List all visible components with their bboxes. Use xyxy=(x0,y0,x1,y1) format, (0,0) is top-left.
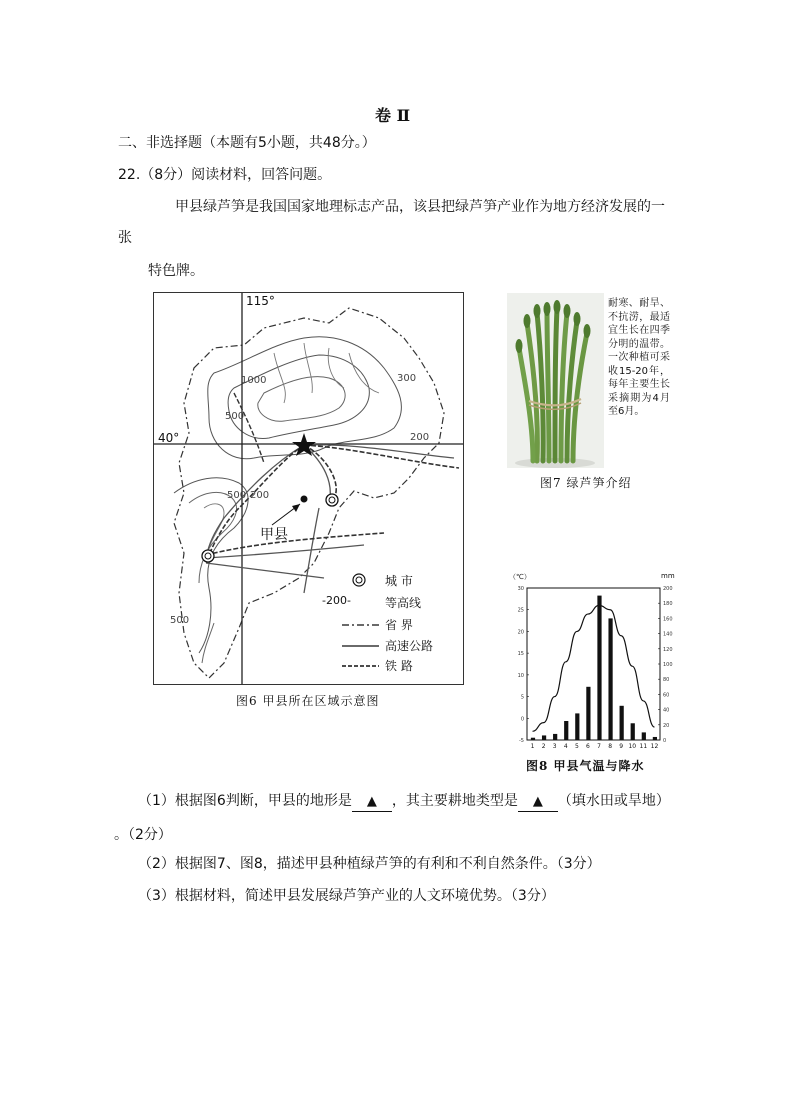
legend-expressway-label: 高速公路 xyxy=(385,639,434,653)
left-tick-label: 0 xyxy=(520,716,524,723)
month-label: 11 xyxy=(639,743,648,750)
q1-blank-1[interactable]: ▲ xyxy=(352,793,392,812)
city-icon xyxy=(326,494,338,506)
chart-plot xyxy=(505,572,675,752)
legend-contour-symbol: -200- xyxy=(322,594,351,607)
precip-bar xyxy=(597,596,601,740)
precip-bar xyxy=(586,687,590,740)
legend-contour-label: 等高线 xyxy=(385,596,422,610)
month-label: 10 xyxy=(628,743,637,750)
q1-blank-2[interactable]: ▲ xyxy=(518,793,558,812)
longitude-label: 115° xyxy=(246,294,275,308)
precip-bar xyxy=(542,735,546,740)
question-2: （2）根据图7、图8，描述甲县种植绿芦笋的有利和不利自然条件。（3分） xyxy=(138,856,601,872)
precip-bar xyxy=(575,713,579,740)
map-drawing xyxy=(154,293,464,685)
left-tick-label: 5 xyxy=(520,694,524,701)
right-tick-label: 40 xyxy=(663,707,670,714)
month-label: 2 xyxy=(541,743,546,750)
q1-pre: （1）根据图6判断，甲县的地形是 xyxy=(138,793,352,809)
contour-label: 500 xyxy=(170,615,190,626)
legend-city-icon xyxy=(353,574,365,586)
precip-bar xyxy=(620,706,624,740)
contour-line xyxy=(274,343,379,403)
asparagus-intro: 耐寒、耐旱、不抗涝，最适宜生长在四季分明的温带。一次种植可采收15-20年，每年主要生长采摘期为4月至6月。 xyxy=(608,298,670,417)
chart-right-unit: mm xyxy=(661,572,675,580)
contour-line xyxy=(258,377,345,422)
question-3: （3）根据材料，简述甲县发展绿芦笋产业的人文环境优势。（3分） xyxy=(138,888,555,904)
right-tick-label: 60 xyxy=(663,692,670,699)
right-tick-label: 140 xyxy=(663,631,673,638)
figure8-caption: 图8 甲县气温与降水 xyxy=(526,759,645,773)
left-tick-label: 10 xyxy=(517,672,524,679)
right-tick-label: 100 xyxy=(663,662,673,668)
left-tick-label: 20 xyxy=(517,629,524,636)
county-label: 甲县 xyxy=(260,527,288,543)
figure7-caption: 图7 绿芦笋介绍 xyxy=(540,476,632,490)
right-tick-label: 160 xyxy=(663,616,673,623)
precip-bar xyxy=(642,732,646,740)
month-label: 9 xyxy=(619,743,624,750)
month-label: 6 xyxy=(586,743,590,750)
month-label: 3 xyxy=(552,743,557,750)
month-label: 12 xyxy=(650,743,659,750)
month-label: 4 xyxy=(563,743,568,750)
figure6-caption: 图6 甲县所在区域示意图 xyxy=(236,694,380,708)
precip-bar xyxy=(631,723,635,740)
contour-label: 500 xyxy=(227,490,247,501)
city-icon xyxy=(202,550,214,562)
material-line-1: 甲县绿芦笋是我国国家地理标志产品，该县把绿芦笋产业作为地方经济发展的一 xyxy=(175,199,665,215)
contour-label: 200 xyxy=(250,490,270,501)
precip-bar xyxy=(531,738,535,740)
climate-chart xyxy=(505,572,675,752)
right-tick-label: 180 xyxy=(663,601,673,608)
right-tick-label: 200 xyxy=(663,586,673,592)
chart-left-unit: （℃） xyxy=(509,573,531,581)
latitude-label: 40° xyxy=(158,431,180,445)
section-title: 二、非选择题（本题有5小题，共48分。） xyxy=(118,135,376,151)
expressway xyxy=(206,445,454,593)
legend-boundary-label: 省 界 xyxy=(385,618,413,632)
q1-post: （填水田或旱地） xyxy=(557,793,670,809)
right-tick-label: 120 xyxy=(663,646,673,653)
left-tick-label: -5 xyxy=(519,738,524,744)
right-tick-label: 80 xyxy=(663,677,670,684)
month-label: 1 xyxy=(530,743,535,750)
asparagus-figure xyxy=(507,293,672,468)
month-label: 7 xyxy=(597,743,601,750)
county-point-icon xyxy=(301,496,308,503)
left-tick-label: 15 xyxy=(517,651,524,658)
material-line-2: 张 xyxy=(118,230,132,246)
arrow-head-icon xyxy=(292,504,300,512)
contour-label: 500 xyxy=(225,411,245,422)
contour-label: 1000 xyxy=(241,375,267,386)
question-1-score: 。（2分） xyxy=(114,827,172,843)
precip-bar xyxy=(553,734,557,740)
material-line-3: 特色牌。 xyxy=(148,263,204,279)
contour-line xyxy=(202,623,214,663)
section-heading: 卷 Ⅱ xyxy=(375,106,411,125)
precip-bar xyxy=(564,721,568,740)
month-label: 5 xyxy=(574,743,579,750)
contour-label: 300 xyxy=(397,373,417,384)
question-1 xyxy=(138,792,670,812)
right-tick-label: 20 xyxy=(663,722,670,729)
right-tick-label: 0 xyxy=(663,738,667,744)
left-tick-label: 25 xyxy=(517,607,524,614)
left-tick-label: 30 xyxy=(517,586,524,592)
region-map xyxy=(153,292,464,685)
legend-railway-label: 铁 路 xyxy=(385,659,413,673)
month-label: 8 xyxy=(608,743,613,750)
legend-city-label: 城 市 xyxy=(385,574,413,588)
question-number: 22.（8分）阅读材料，回答问题。 xyxy=(118,167,332,183)
asparagus-image xyxy=(507,293,604,468)
contour-label: 200 xyxy=(410,432,430,443)
precip-bar xyxy=(608,618,612,740)
q1-mid: ，其主要耕地类型是 xyxy=(391,793,518,809)
precip-bar xyxy=(653,737,657,740)
temperature-line xyxy=(533,605,655,731)
